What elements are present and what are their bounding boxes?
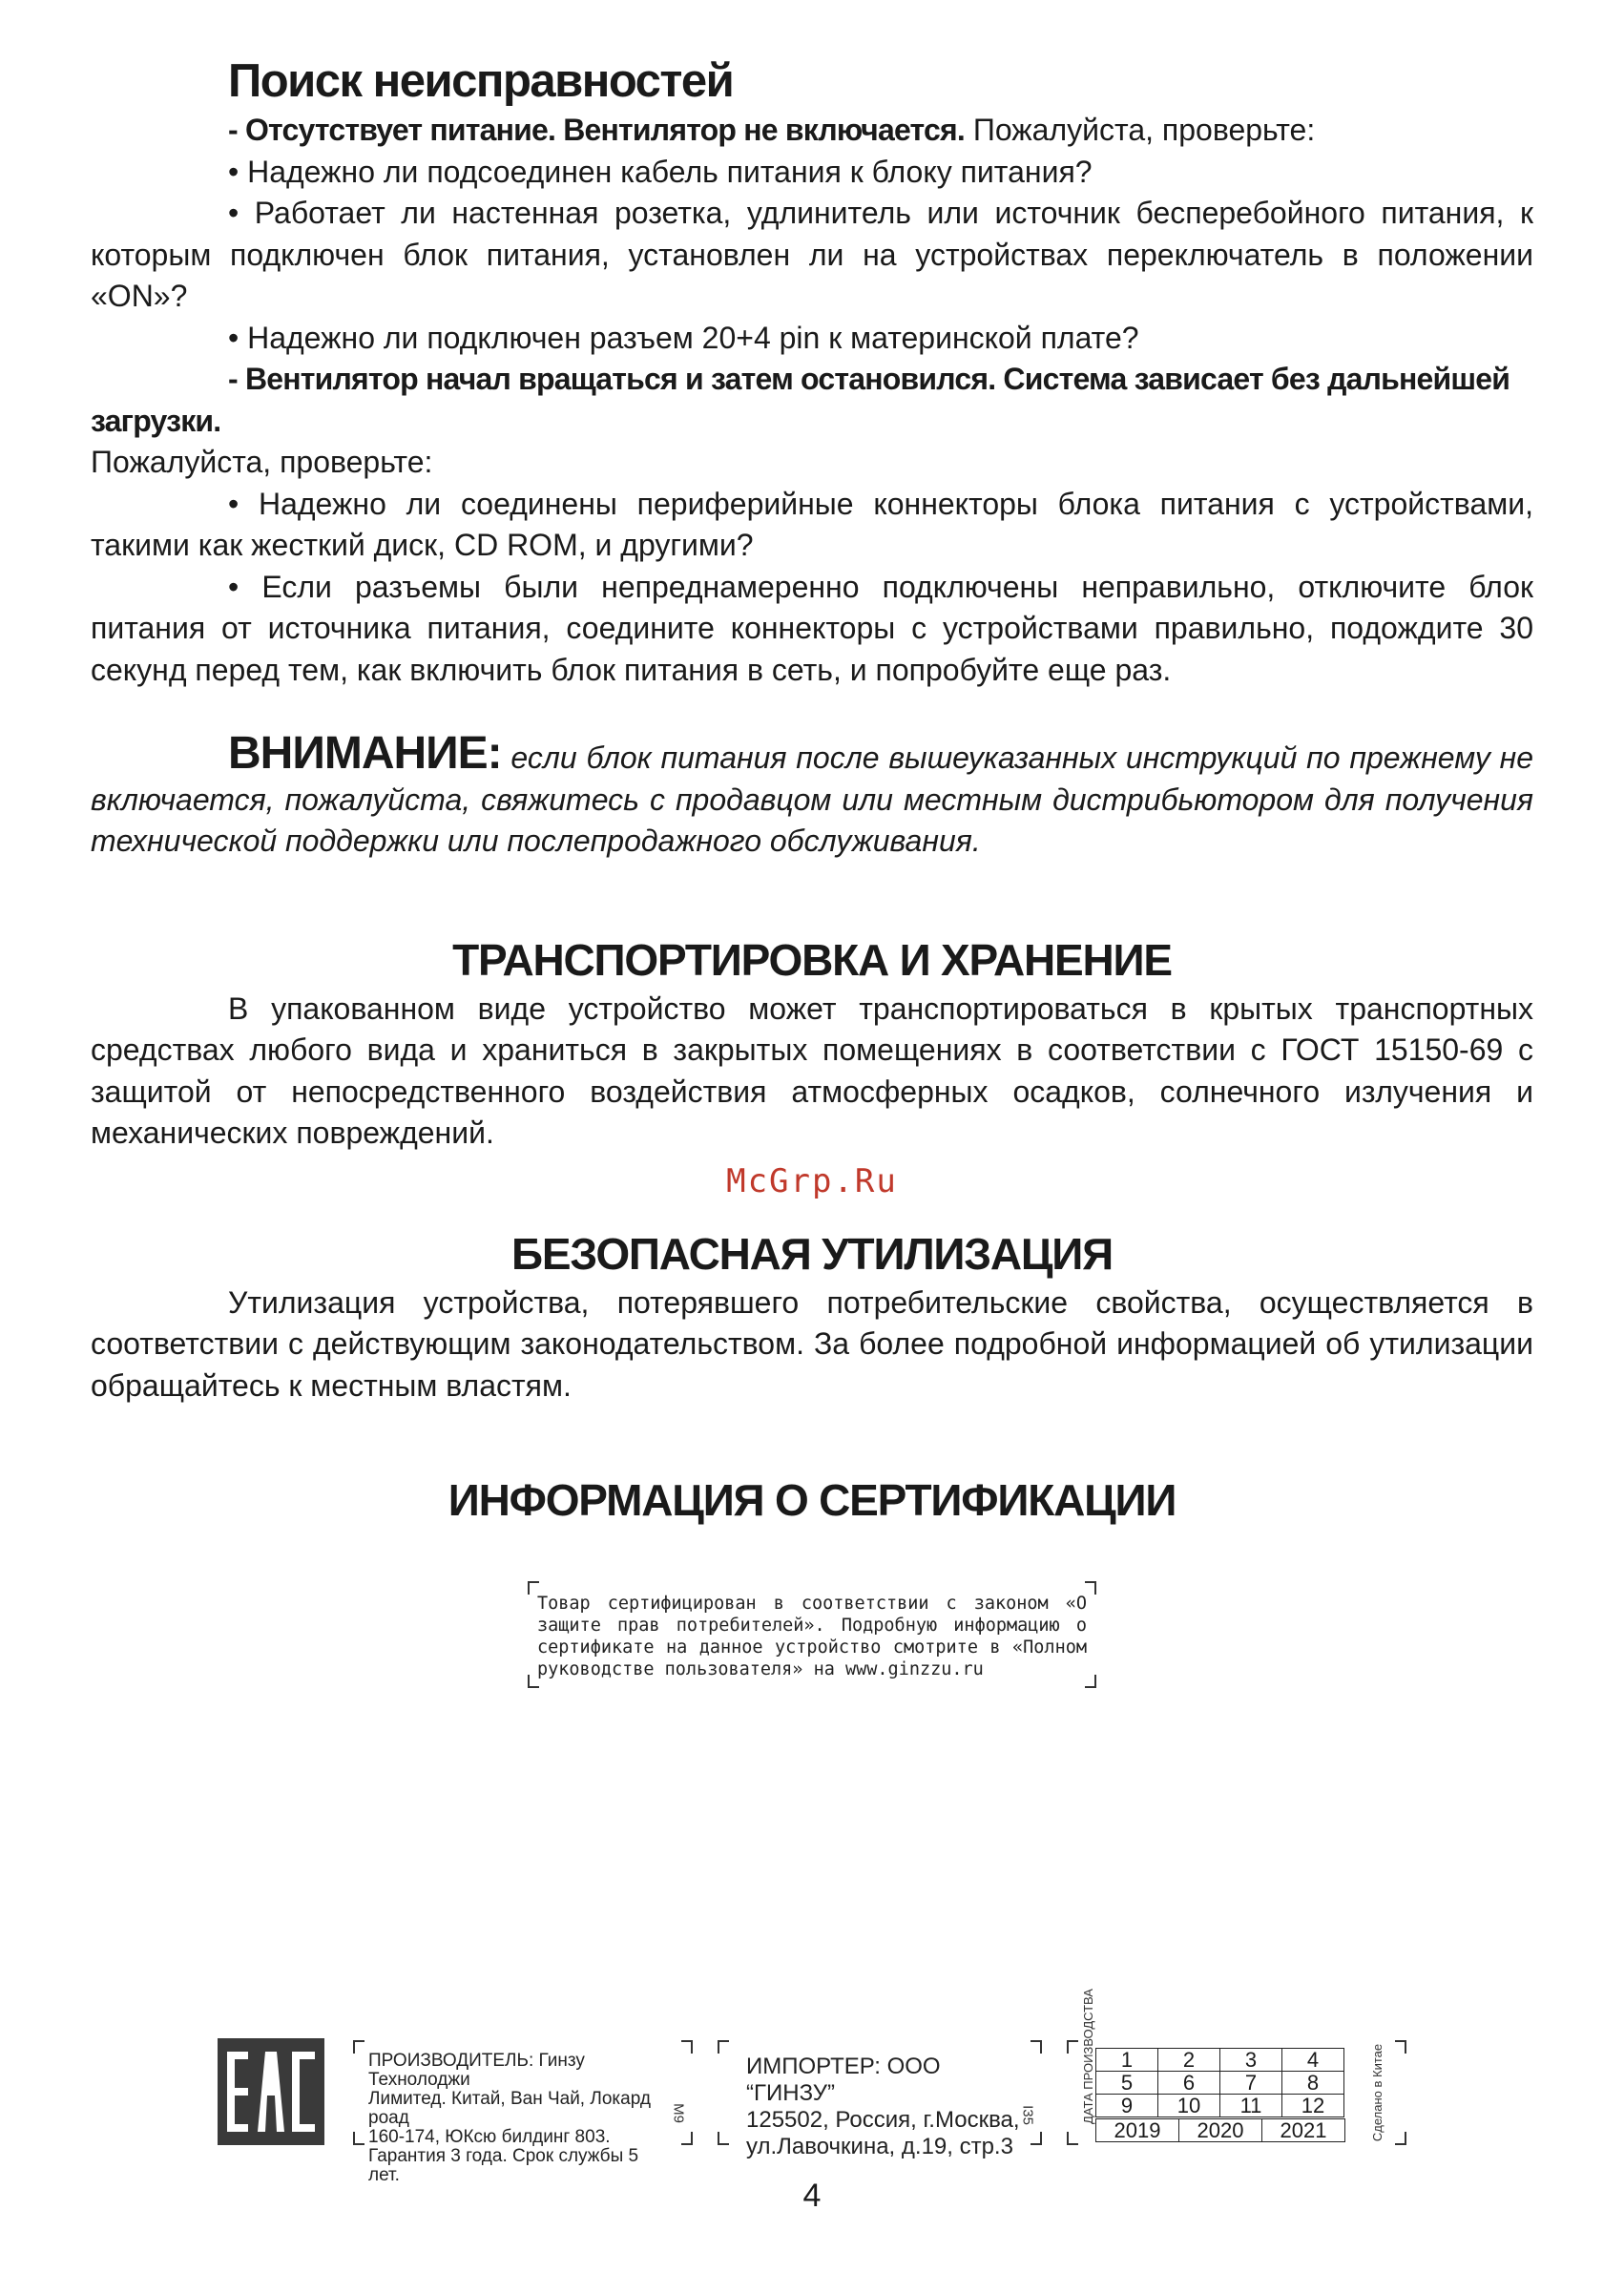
- check-item: • Если разъемы были непреднамеренно подключены неправильно, отключите блок питания от источника питания, соедините коннекторы с устройствами правильно, подождите 30 секунд перед тем, как включить блок питания в сеть, и попробуйте еще раз.: [91, 569, 1533, 687]
- production-date-label: ДАТА ПРОИЗВОДСТВА: [1081, 1989, 1095, 2124]
- warning-paragraph: [91, 728, 1533, 863]
- check-item: • Работает ли настенная розетка, удлинитель или источник бесперебойного питания, к которым подключен блок питания, установлен ли на устройствах переключатель в положении «ON»?: [91, 196, 1533, 313]
- month-cell: 4: [1282, 2049, 1344, 2072]
- case-fan-stops-tail: Пожалуйста, проверьте:: [91, 445, 433, 479]
- eac-logo: [218, 2038, 324, 2145]
- case-no-power-tail: Пожалуйста, проверьте:: [964, 113, 1316, 147]
- year-cell: 2019: [1096, 2119, 1179, 2142]
- production-year-grid: [1095, 2118, 1345, 2142]
- month-cell: 6: [1158, 2072, 1220, 2095]
- transport-title: ТРАНСПОРТИРОВКА И ХРАНЕНИЕ: [452, 934, 1172, 985]
- disposal-title: БЕЗОПАСНАЯ УТИЛИЗАЦИЯ: [510, 1228, 1114, 1279]
- importer-code: I35: [1019, 2105, 1036, 2125]
- month-cell: 9: [1096, 2095, 1158, 2117]
- month-cell: 1: [1096, 2049, 1158, 2072]
- manufacturer-code: M9: [670, 2103, 687, 2123]
- month-cell: 10: [1158, 2095, 1220, 2117]
- manufacturer-box: [353, 2040, 693, 2185]
- footer: [0, 1989, 1624, 2185]
- disposal-text: Утилизация устройства, потерявшего потребительские свойства, осуществляется в соответствии с действующим законодательством. За более подробной информацией об утилизации обращайтесь к местным властям.: [91, 1284, 1533, 1403]
- page-number: 4: [802, 2178, 822, 2214]
- month-cell: 2: [1158, 2049, 1220, 2072]
- manufacturer-line: ПРОИЗВОДИТЕЛЬ: Гинзу Технолоджи: [368, 2051, 585, 2090]
- case-no-power: [91, 110, 1533, 152]
- manufacturer-line: Лимитед. Китай, Ван Чай, Локард роад: [368, 2089, 651, 2128]
- importer-line: 125502, Россия, г.Москва,: [746, 2107, 1020, 2133]
- troubleshooting-title: Поиск неисправностей: [228, 55, 734, 107]
- production-date-grid: [1095, 2048, 1344, 2117]
- transport-text: В упакованном виде устройство может транспортироваться в крытых транспортных средствах любого вида и храниться в закрытых помещениях в соответствии с ГОСТ 15150-69 с защитой от непосредственного воздействия атмосферных осадков, солнечного излучения и механических повреждений.: [91, 991, 1533, 1150]
- month-cell: 3: [1220, 2049, 1282, 2072]
- certification-title: ИНФОРМАЦИЯ О СЕРТИФИКАЦИИ: [448, 1475, 1176, 1525]
- month-cell: 7: [1220, 2072, 1282, 2095]
- month-cell: 5: [1096, 2072, 1158, 2095]
- eac-mark-icon: [218, 2038, 324, 2145]
- importer-box: [718, 2040, 1042, 2159]
- made-in-label: Сделано в Китае: [1370, 2043, 1385, 2142]
- importer-line: ИМПОРТЕР: ООО “ГИНЗУ”: [746, 2054, 941, 2106]
- year-cell: 2021: [1262, 2119, 1345, 2142]
- manufacturer-line: Гарантия 3 года. Срок службы 5 лет.: [368, 2146, 639, 2185]
- check-item: • Надежно ли подключен разъем 20+4 pin к материнской плате?: [228, 320, 1139, 355]
- check-item: • Надежно ли соединены периферийные коннекторы блока питания с устройствами, такими как жесткий диск, CD ROM, и другими?: [91, 486, 1533, 562]
- month-cell: 12: [1282, 2095, 1344, 2117]
- case-fan-stops: [91, 359, 1533, 442]
- watermark: McGrp.Ru: [726, 1161, 898, 1200]
- production-date-box: [1067, 1989, 1406, 2145]
- warning-text: если блок питания после вышеуказанных инструкций по прежнему не включается, пожалуйста, свяжитесь с продавцом или местным дистрибьютором для получения технической поддержки или послепродажного обслуживания.: [91, 740, 1533, 858]
- document-page: [91, 52, 1533, 1529]
- month-cell: 8: [1282, 2072, 1344, 2095]
- case-no-power-heading: - Отсутствует питание. Вентилятор не включается.: [228, 113, 965, 147]
- month-cell: 11: [1220, 2095, 1282, 2117]
- importer-line: ул.Лавочкина, д.19, стр.3: [746, 2134, 1013, 2159]
- certification-text: Товар сертифицирован в соответствии с законом «О защите прав потребителей». Подробную информацию о сертификате на данное устройство смотрите в «Полном руководстве пользователя» на www.ginzzu.ru: [537, 1594, 1087, 1679]
- check-item: • Надежно ли подсоединен кабель питания к блоку питания?: [228, 154, 1093, 189]
- warning-label: ВНИМАНИЕ:: [228, 728, 502, 779]
- manufacturer-line: 160-174, ЮКсю билдинг 803.: [368, 2127, 611, 2147]
- certification-box: [528, 1581, 1096, 1688]
- case-fan-stops-heading: - Вентилятор начал вращаться и затем остановился. Система зависает без дальнейшей загрузки.: [91, 362, 1510, 438]
- year-cell: 2020: [1179, 2119, 1262, 2142]
